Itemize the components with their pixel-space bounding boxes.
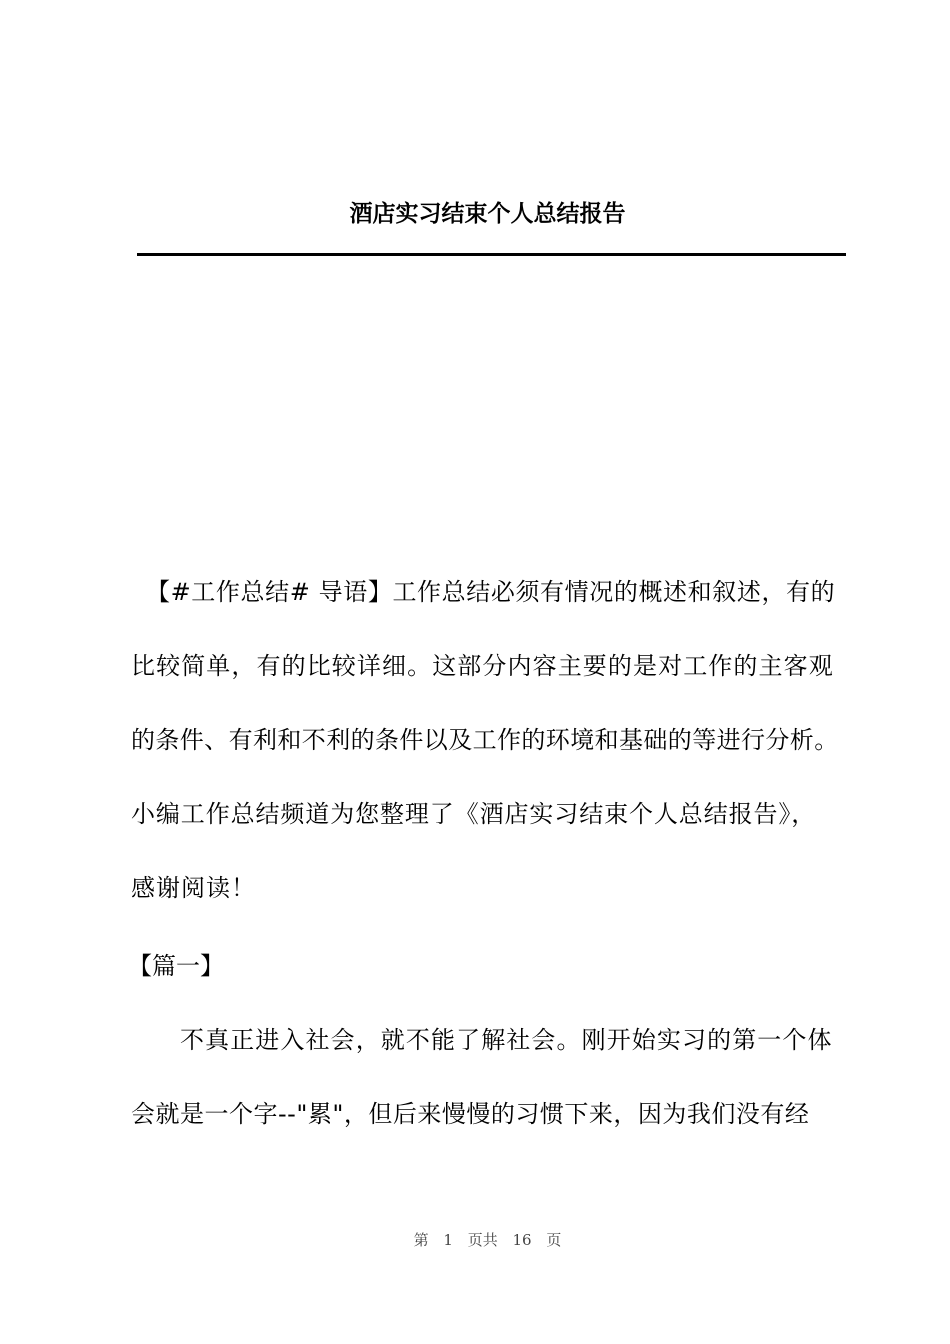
section-line-1: 不真正进入社会，就不能了解社会。刚开始实习的第一个体 — [180, 1026, 833, 1054]
intro-line-5: 感谢阅读！ — [131, 874, 256, 902]
title-underline — [137, 253, 846, 256]
document-title: 酒店实习结束个人总结报告 — [349, 200, 626, 227]
intro-line-4: 小编工作总结频道为您整理了《酒店实习结束个人总结报告》， — [131, 800, 817, 828]
intro-line-1: 【#工作总结# 导语】工作总结必须有情况的概述和叙述，有的 — [146, 578, 836, 606]
page-number-footer: 第 1 页共 16 页 — [413, 1231, 562, 1249]
section-line-2: 会就是一个字--"累"，但后来慢慢的习惯下来，因为我们没有经 — [131, 1100, 810, 1128]
section-heading: 【篇一】 — [128, 952, 224, 980]
intro-line-2: 比较简单，有的比较详细。这部分内容主要的是对工作的主客观 — [131, 652, 834, 680]
intro-line-3: 的条件、有利和不利的条件以及工作的环境和基础的等进行分析。 — [131, 726, 839, 754]
